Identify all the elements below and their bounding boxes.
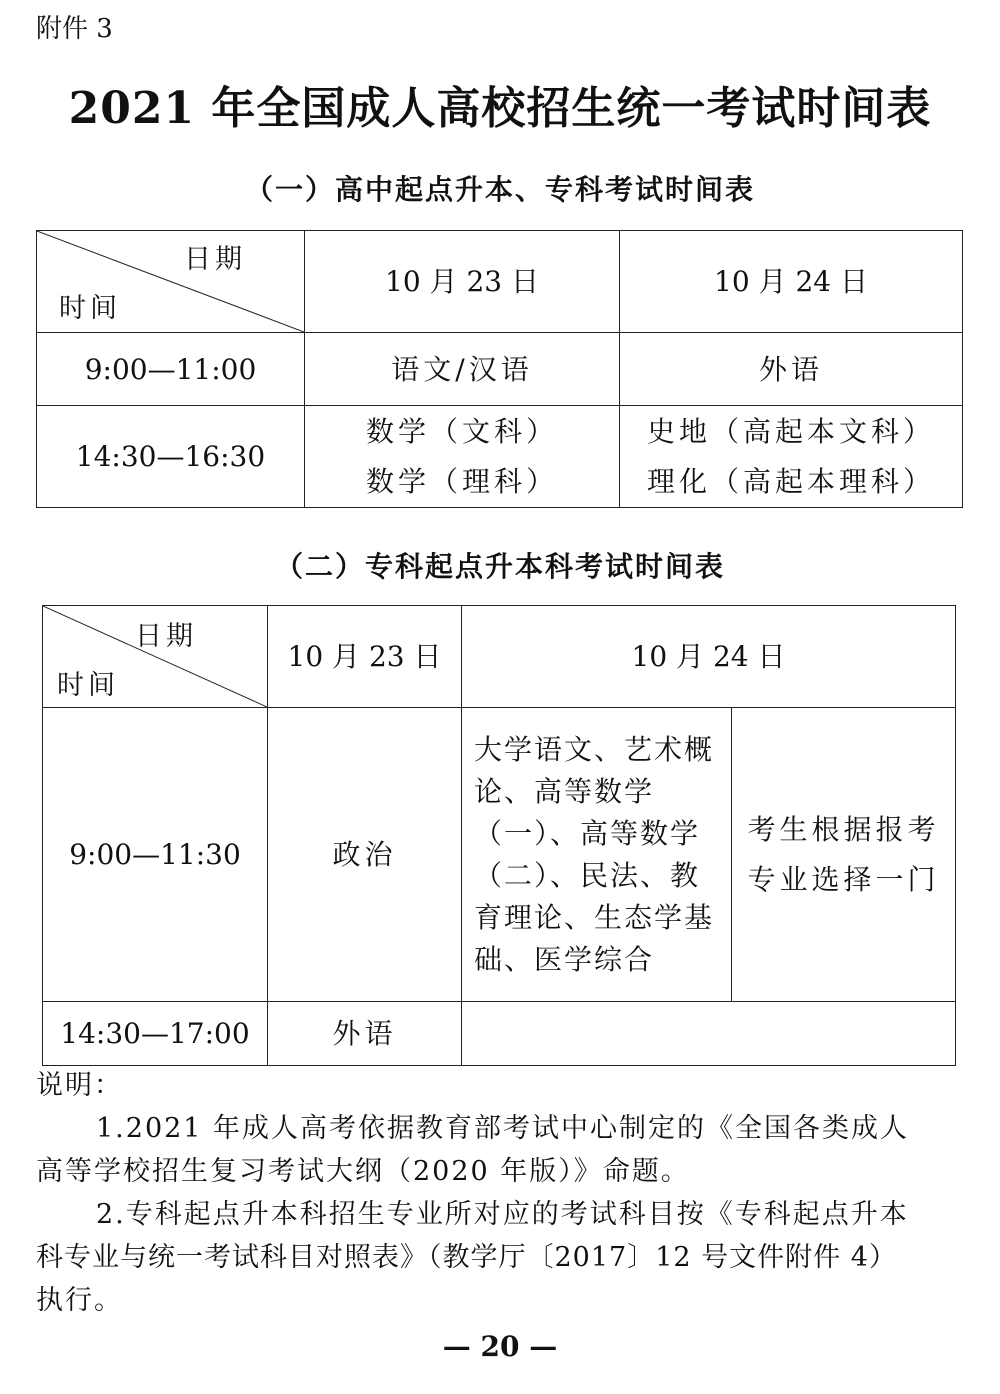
table2-date-label: 日期 bbox=[135, 621, 197, 652]
table1-row2-time: 14:30—16:30 bbox=[37, 406, 305, 508]
table2-row1-time: 9:00—11:30 bbox=[43, 708, 268, 1002]
table1-date-label: 日期 bbox=[184, 244, 246, 275]
table2-date-2: 10 月 24 日 bbox=[462, 606, 956, 708]
page-number: — 20 — bbox=[442, 1330, 558, 1363]
table1-row2-day1-line2: 数学（理科） bbox=[365, 464, 558, 498]
table1-diagonal-header bbox=[37, 231, 305, 333]
note-1-line-1: 1.2021 年成人高考依据教育部考试中心制定的《全国各类成人 bbox=[96, 1113, 910, 1144]
page-title: 2021 年全国成人高校招生统一考试时间表 bbox=[68, 83, 932, 134]
table2-row1-day2-note bbox=[732, 708, 956, 1002]
subject-line: 础、医学综合 bbox=[474, 942, 655, 976]
table2-row2-day1: 外语 bbox=[268, 1002, 462, 1066]
table1-row1-day1: 语文/汉语 bbox=[305, 333, 620, 406]
note-line: 考生根据报考 bbox=[747, 812, 940, 846]
table1 bbox=[36, 230, 963, 508]
table1-row2-day2-line2: 理化（高起本理科） bbox=[646, 464, 935, 498]
table2-time-label: 时间 bbox=[57, 670, 119, 702]
subject-line: （一）、高等数学 bbox=[474, 816, 701, 850]
table1-row2-day1-line1: 数学（文科） bbox=[365, 414, 558, 448]
subject-line: 育理论、生态学基 bbox=[474, 900, 715, 934]
table1-date-1: 10 月 23 日 bbox=[305, 231, 620, 333]
table1-time-label: 时间 bbox=[59, 293, 121, 325]
table1-row1-day2: 外语 bbox=[620, 333, 963, 406]
table2-caption: （二）专科起点升本科考试时间表 bbox=[274, 550, 725, 583]
table2 bbox=[42, 605, 956, 1066]
table1-row1-time: 9:00—11:00 bbox=[37, 333, 305, 406]
table1-row2-day2 bbox=[620, 406, 963, 508]
table2-row2-time: 14:30—17:00 bbox=[43, 1002, 268, 1066]
table2-diagonal-header bbox=[43, 606, 268, 708]
note-2-line-3: 执行。 bbox=[36, 1285, 123, 1316]
subject-line: （二）、民法、教 bbox=[474, 858, 701, 892]
note-1-line-2: 高等学校招生复习考试大纲（2020 年版）》命题。 bbox=[36, 1156, 690, 1187]
table2-date-1: 10 月 23 日 bbox=[268, 606, 462, 708]
table2-row1-day1: 政治 bbox=[268, 708, 462, 1002]
subject-line: 论、高等数学 bbox=[474, 774, 655, 808]
notes-heading: 说明： bbox=[36, 1070, 123, 1101]
table2-row2-day2 bbox=[462, 1002, 956, 1066]
note-line: 专业选择一门 bbox=[747, 862, 940, 896]
table2-row1-day2-subjects bbox=[462, 708, 732, 1002]
subject-line: 大学语文、艺术概 bbox=[474, 732, 715, 766]
note-2-line-1: 2.专科起点升本科招生专业所对应的考试科目按《专科起点升本 bbox=[96, 1199, 909, 1230]
table1-date-2: 10 月 24 日 bbox=[620, 231, 963, 333]
table1-row2-day1 bbox=[305, 406, 620, 508]
attachment-label: 附件 3 bbox=[36, 14, 113, 44]
table1-caption: （一）高中起点升本、专科考试时间表 bbox=[244, 173, 755, 206]
note-2-line-2: 科专业与统一考试科目对照表》（教学厅〔2017〕12 号文件附件 4） bbox=[36, 1242, 897, 1273]
table1-row2-day2-line1: 史地（高起本文科） bbox=[646, 414, 935, 448]
